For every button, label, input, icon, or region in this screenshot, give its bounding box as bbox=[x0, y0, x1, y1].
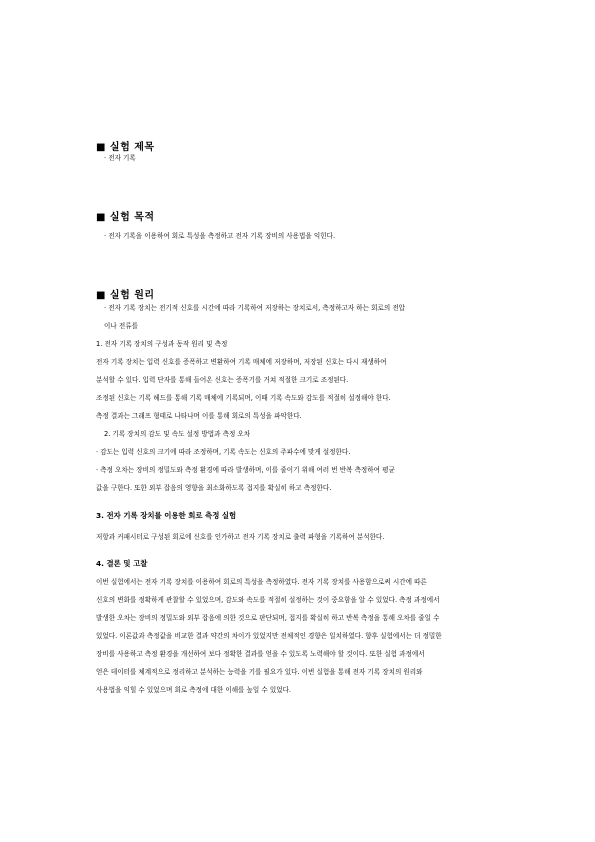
conclusion-line: 신호의 변화를 정확하게 관찰할 수 있었으며, 감도와 속도를 적절히 설정하는 것이 중요함을 알 수 있었다. 측정 과정에서 bbox=[96, 596, 440, 604]
subsection-title-measurement: 3. 전자 기록 장치를 이용한 회로 측정 실험 bbox=[96, 511, 237, 520]
conclusion-line: 이번 실험에서는 전자 기록 장치를 이용하여 회로의 특성을 측정하였다. 전자 기록 장치를 사용함으로써 시간에 따른 bbox=[96, 578, 427, 586]
section-line: 이나 전류를 bbox=[104, 322, 138, 330]
section-line: 1. 전자 기록 장치의 구성과 동작 원리 및 측정 bbox=[96, 340, 228, 348]
section-line: 값을 구한다. 또한 외부 잡음의 영향을 최소화하도록 접지를 확실히 하고 측정한다. bbox=[96, 484, 332, 492]
conclusion-line: 발생한 오차는 장비의 정밀도와 외부 잡음에 의한 것으로 판단되며, 접지를 확실히 하고 반복 측정을 통해 오차를 줄일 수 bbox=[96, 614, 440, 622]
conclusion-line: 얻은 데이터를 체계적으로 정리하고 분석하는 능력을 기를 필요가 있다. 이번 실험을 통해 전자 기록 장치의 원리와 bbox=[96, 668, 423, 676]
section-line: · 전자 기록 bbox=[104, 154, 136, 162]
subsection-line: 저항과 커패시터로 구성된 회로에 신호를 인가하고 전자 기록 장치로 출력 파형을 기록하여 분석한다. bbox=[96, 533, 385, 541]
conclusion-line: 사용법을 익힐 수 있었으며 회로 측정에 대한 이해를 높일 수 있었다. bbox=[96, 686, 292, 694]
section-title-experiment-name: ■ 실험 제목 bbox=[96, 142, 155, 153]
section-line: · 감도는 입력 신호의 크기에 따라 조정하며, 기록 속도는 신호의 주파수에 맞게 설정한다. bbox=[96, 448, 351, 456]
section-line: 측정 결과는 그래프 형태로 나타나며 이를 통해 회로의 특성을 파악한다. bbox=[96, 412, 302, 420]
section-title-experiment-principle: ■ 실험 원리 bbox=[96, 290, 155, 301]
section-line: · 측정 오차는 장비의 정밀도와 측정 환경에 따라 발생하며, 이를 줄이기 위해 여러 번 반복 측정하여 평균 bbox=[96, 466, 395, 474]
section-line: 조정된 신호는 기록 헤드를 통해 기록 매체에 기록되며, 이때 기록 속도와 감도를 적절히 설정해야 한다. bbox=[96, 394, 391, 402]
conclusion-line: 있었다. 이론값과 측정값을 비교한 결과 약간의 차이가 있었지만 전체적인 경향은 일치하였다. 향후 실험에서는 더 정밀한 bbox=[96, 632, 442, 640]
section-line: · 전자 기록을 이용하여 회로 특성을 측정하고 전자 기록 장비의 사용법을 익힌다. bbox=[104, 232, 336, 240]
section-line: 분석할 수 있다. 입력 단자를 통해 들어온 신호는 증폭기를 거쳐 적절한 크기로 조정된다. bbox=[96, 376, 349, 384]
conclusion-line: 장비를 사용하고 측정 환경을 개선하여 보다 정확한 결과를 얻을 수 있도록 노력해야 할 것이다. 또한 실험 과정에서 bbox=[96, 650, 425, 658]
section-line: 2. 기록 장치의 감도 및 속도 설정 방법과 측정 오차 bbox=[104, 430, 251, 438]
subsection-title-conclusion: 4. 결론 및 고찰 bbox=[96, 559, 148, 568]
section-title-experiment-purpose: ■ 실험 목적 bbox=[96, 212, 155, 223]
section-line: 전자 기록 장치는 입력 신호를 증폭하고 변환하여 기록 매체에 저장하며, 저장된 신호는 다시 재생하여 bbox=[96, 358, 387, 366]
section-line: · 전자 기록 장치는 전기적 신호를 시간에 따라 기록하여 저장하는 장치로서, 측정하고자 하는 회로의 전압 bbox=[104, 304, 406, 312]
